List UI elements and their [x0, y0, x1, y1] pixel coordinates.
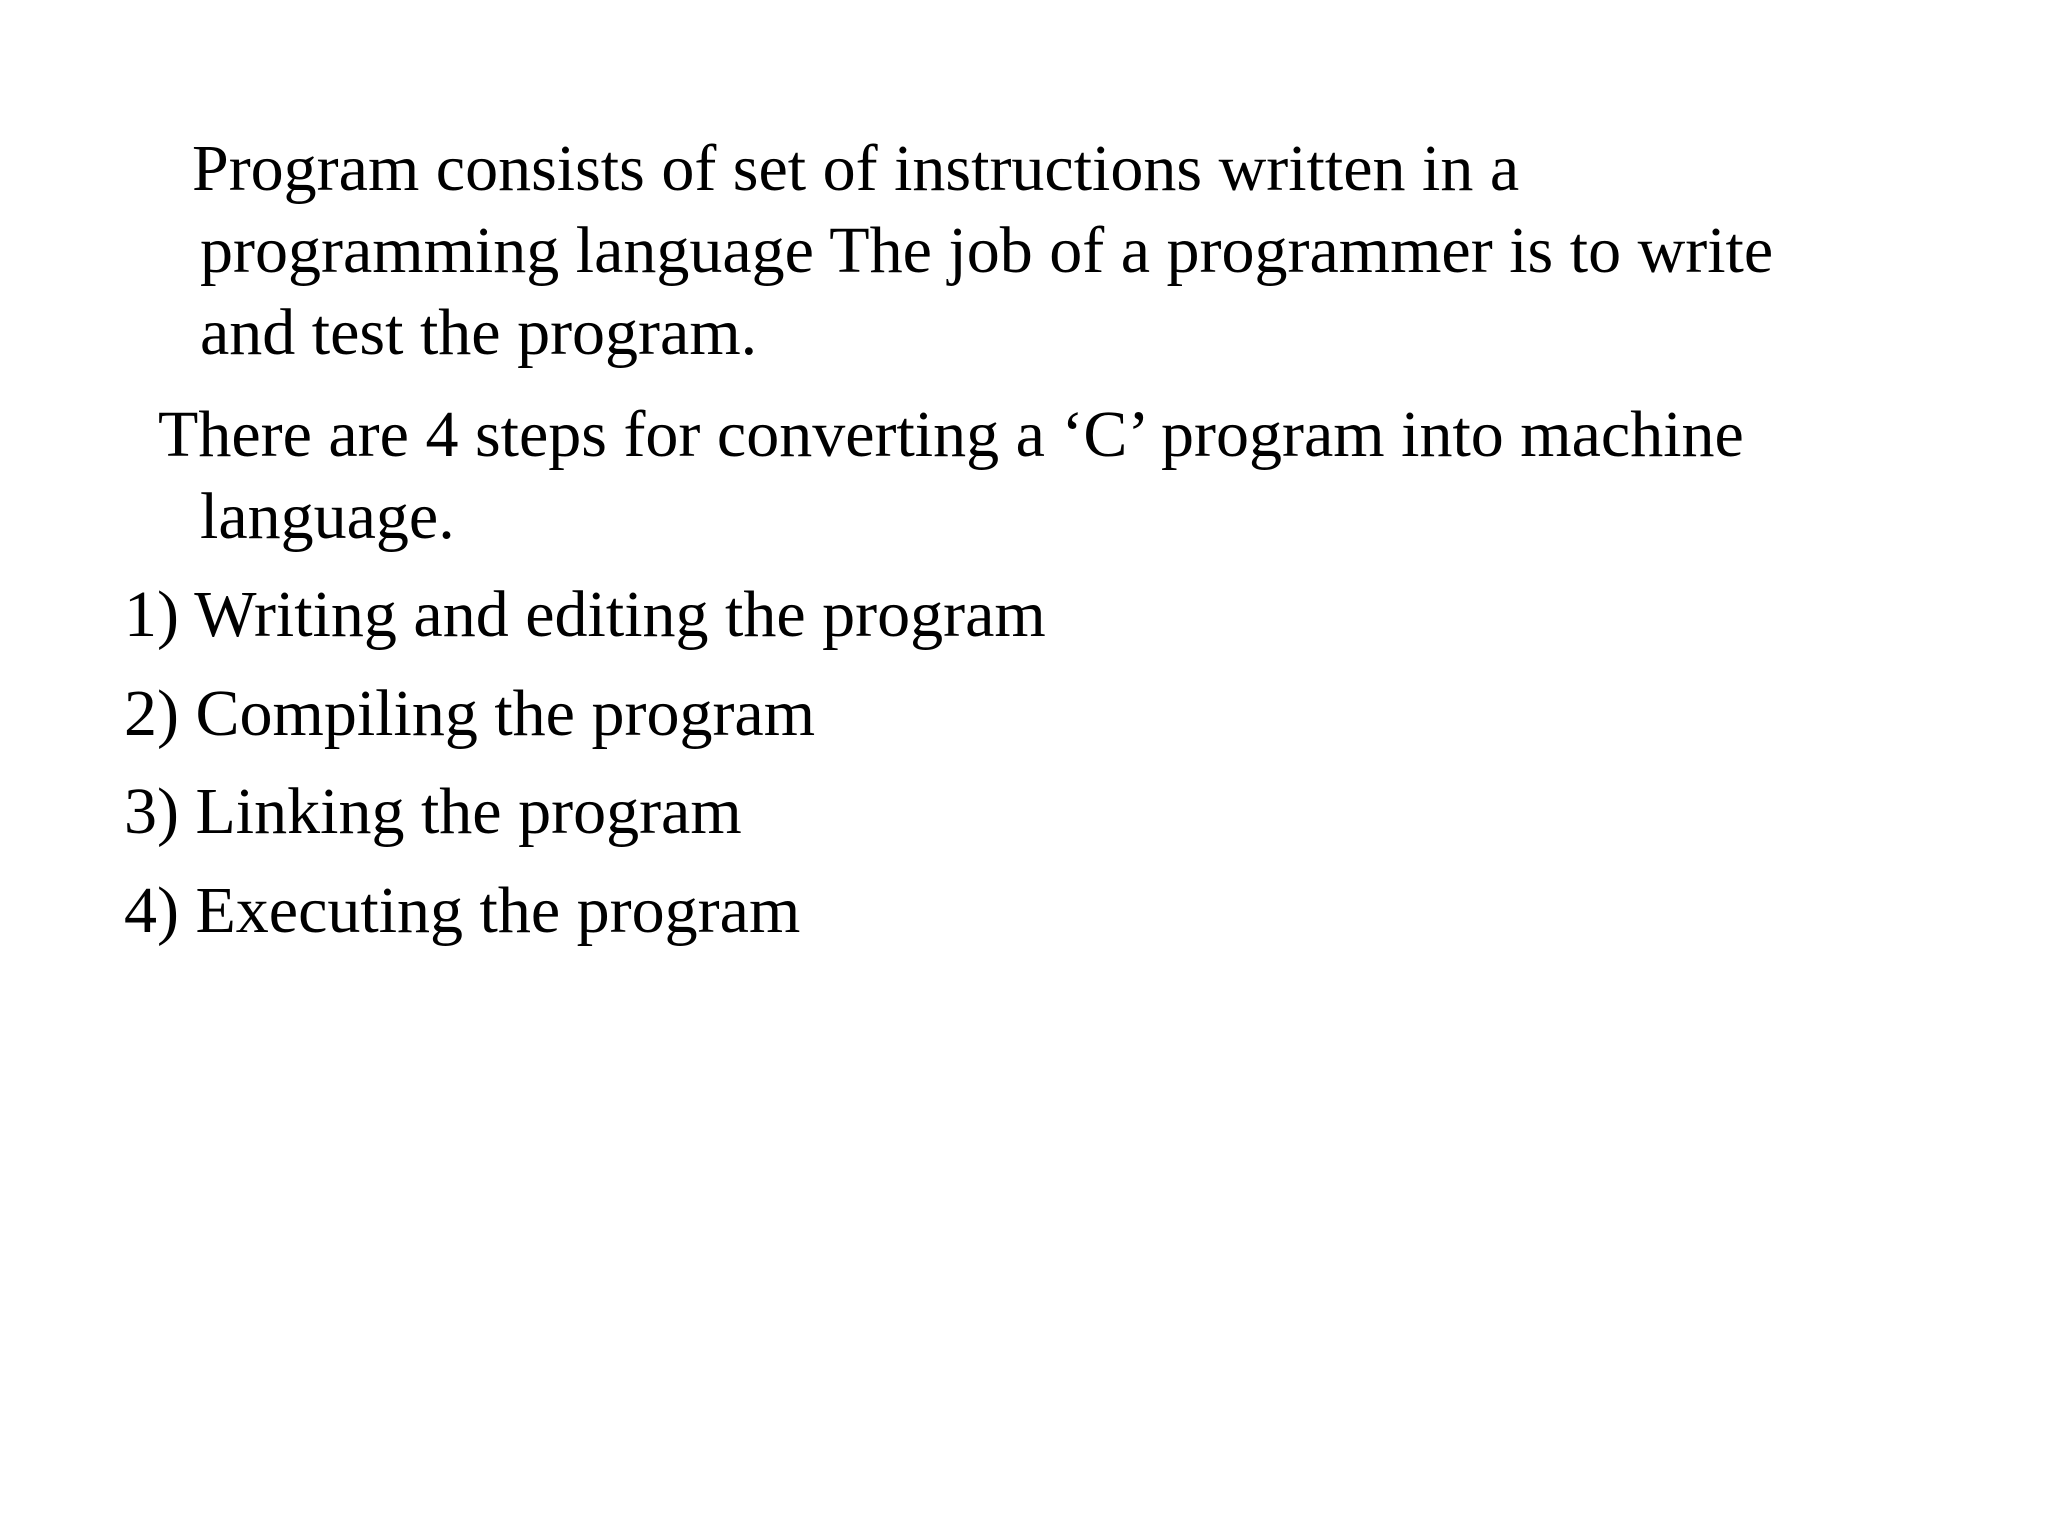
intro-line-2: programming language The job of a programmer is to write — [200, 214, 1774, 287]
step-item-4: 4) Executing the program — [124, 874, 801, 947]
steps-intro-line-2: language. — [200, 480, 455, 553]
intro-line-1: Program consists of set of instructions written in a — [192, 132, 1520, 205]
step-item-3: 3) Linking the program — [124, 775, 742, 848]
steps-intro-line-1: There are 4 steps for converting a ‘C’ program into machine — [158, 398, 1744, 471]
steps-intro-paragraph — [158, 394, 1744, 558]
intro-paragraph — [192, 128, 1773, 374]
step-item-2: 2) Compiling the program — [124, 677, 816, 750]
intro-line-3: and test the program. — [200, 296, 758, 369]
step-item-1: 1) Writing and editing the program — [124, 578, 1046, 651]
